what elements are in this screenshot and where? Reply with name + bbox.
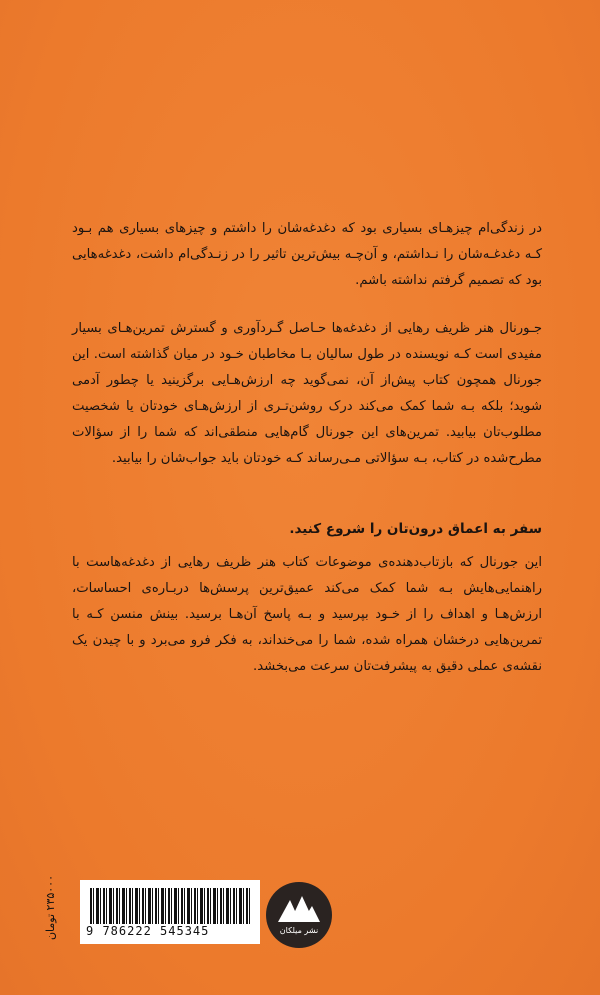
closing-paragraph xyxy=(72,550,542,680)
price-label: ۲۳۵۰۰۰ تومان xyxy=(44,875,57,941)
section-heading xyxy=(72,516,542,542)
publisher-logo xyxy=(266,882,332,948)
barcode-bars xyxy=(90,888,250,924)
description-paragraph xyxy=(72,316,542,472)
paragraph-text: در زندگی‌ام چیزهـای بسیاری بود که دغدغه‌شان را داشتم و چیزهای بسیاری هم بـود کـه دغدغـه‌شان را نـداشتم، و آن‌چـه بیش‌ترین تاثیر را در زنـدگی‌ام داشت، دغدغه‌هایی بود که تصمیم گرفتم نداشته باشم. xyxy=(72,221,542,288)
intro-paragraph xyxy=(72,216,542,294)
publisher-label: نشر میلکان xyxy=(279,926,319,935)
barcode-digits: 9 786222 545345 xyxy=(86,924,210,938)
barcode xyxy=(80,880,260,944)
mountain-logo-icon xyxy=(276,894,322,924)
heading-text: سفر به اعماق درون‌تان را شروع کنید. xyxy=(289,521,542,537)
paragraph-text: این جورنال که بازتاب‌دهنده‌ی موضوعات کتاب هنر ظریف رهایی از دغدغه‌هاست با راهنمایی‌هایش بـه شما کمک می‌کند عمیق‌ترین پرسش‌ها دربـاره‌ی احساسات، ارزش‌هـا و اهداف را از خـود بپرسید و بـه پاسخ آن‌هـا برسید. بینش منسن کـه با تمرین‌هایی درخشان همراه شده، شما را می‌خنداند، به فکر فرو می‌برد و با چیدن یک نقشه‌ی عملی دقیق به پیشرفت‌تان سرعت می‌بخشد. xyxy=(72,555,542,674)
paragraph-text: جـورنال هنر ظریف رهایی از دغدغه‌ها حـاصل گـردآوری و گسترش تمرین‌هـای بسیار مفیدی است کـه نویسنده در طول سالیان بـا مخاطبان خـود در میان گذاشته است. این جورنال همچون کتاب پیش‌از آن، نمی‌گوید چه ارزش‌هـایی برگزینید یا چطور آدمی شوید؛ بلکه بـه شما کمک می‌کند درک روشن‌تـری از ارزش‌هـای خودتان یا شخصیت مطلوب‌تان بیابید. تمرین‌های این جورنال گام‌هایی منطقی‌اند که شما را از سؤالات مطرح‌شده در کتاب، بـه سؤالاتی مـی‌رساند کـه خودتان باید جواب‌شان را بیابید. xyxy=(72,321,542,466)
